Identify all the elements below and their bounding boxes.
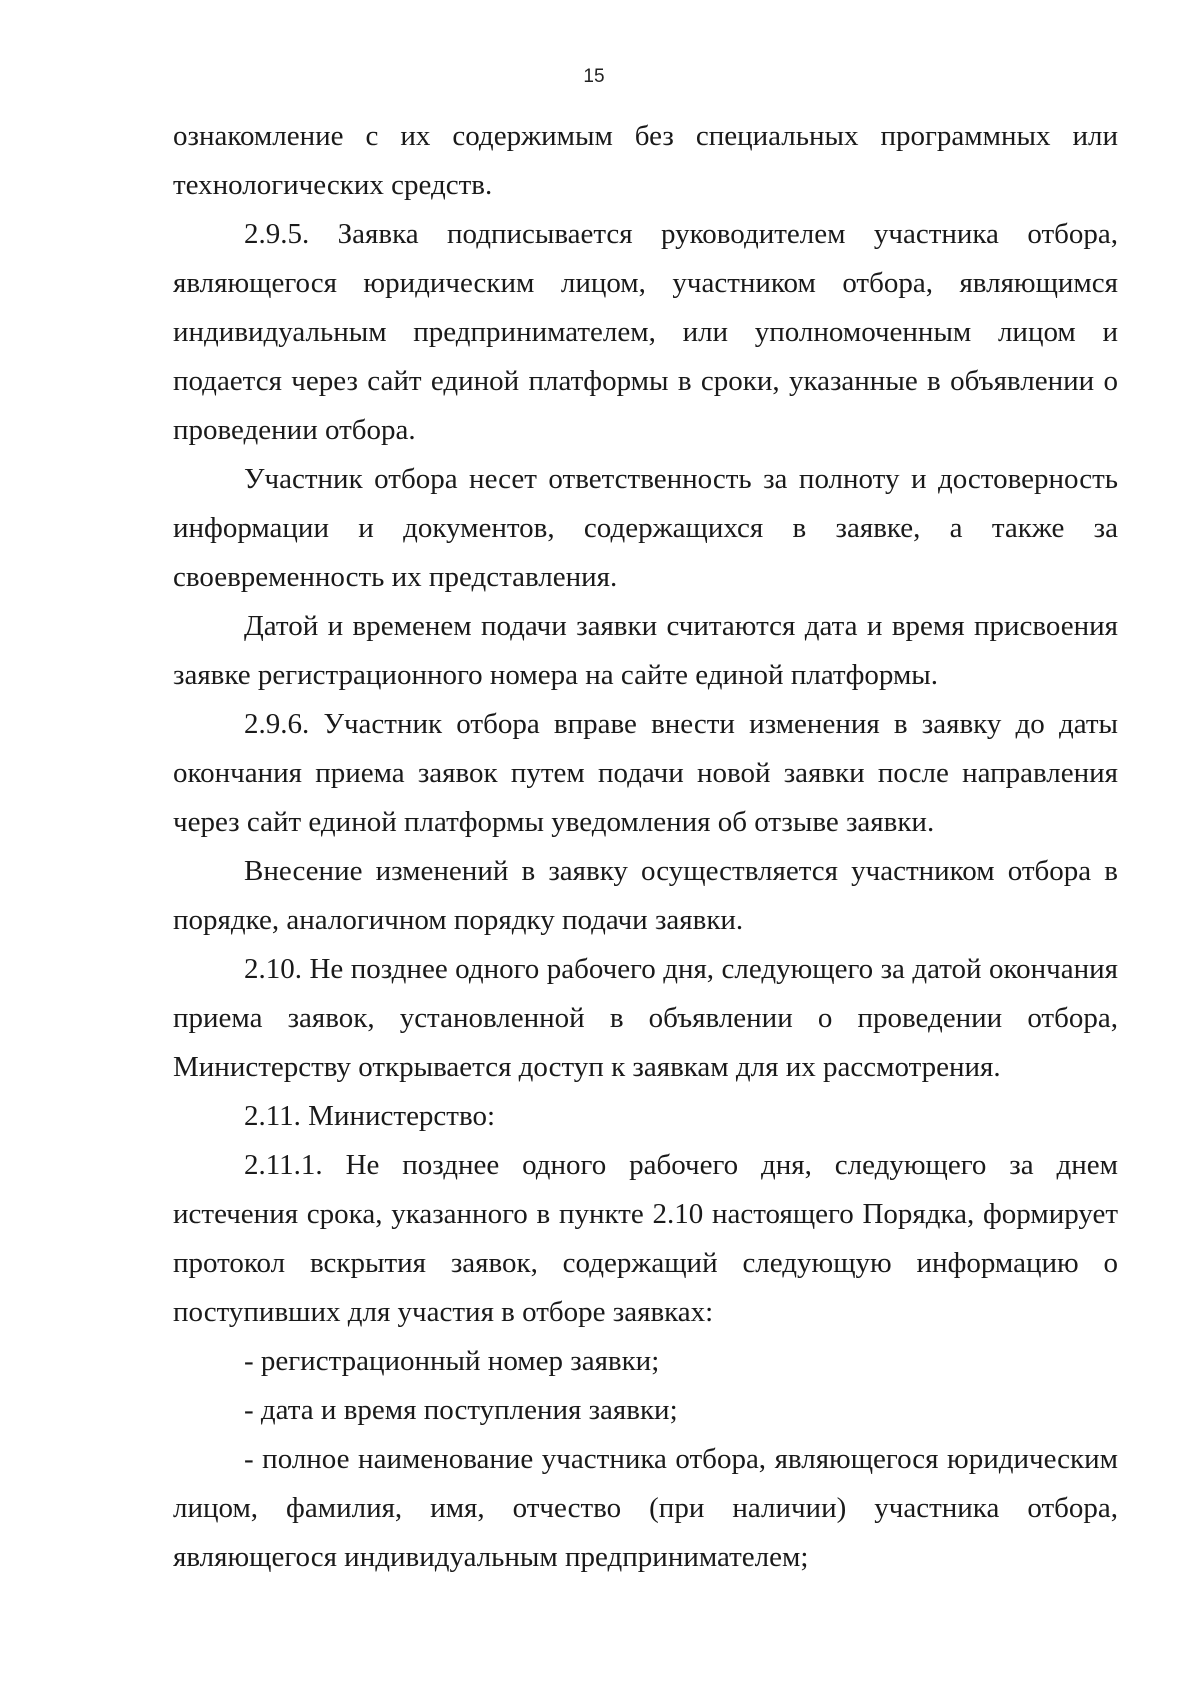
list-item: - дата и время поступления заявки; <box>244 1394 678 1426</box>
paragraph-2: 2.9.5. Заявка подписывается руководителем участника отбора, являющегося юридическим лицом, участником отбора, являющимся индивидуальным предпринимателем, или уполномоченным лицом и подается через сайт единой платформы в сроки, указанные в объявлении о проведении отбора. <box>173 218 1118 446</box>
paragraph-9: 2.11.1. Не позднее одного рабочего дня, следующего за днем истечения срока, указанного в пункте 2.10 настоящего Порядка, формирует протокол вскрытия заявок, содержащий следующую информацию о поступивших для участия в отборе заявках: <box>173 1149 1118 1328</box>
paragraph-7: 2.10. Не позднее одного рабочего дня, следующего за датой окончания приема заявок, установленной в объявлении о проведении отбора, Министерству открывается доступ к заявкам для их рассмотрения. <box>173 953 1118 1083</box>
list-item: - регистрационный номер заявки; <box>244 1345 660 1377</box>
document-body <box>173 112 1118 1582</box>
paragraph-3: Участник отбора несет ответственность за полноту и достоверность информации и документов, содержащихся в заявке, а также за своевременность их представления. <box>173 463 1118 593</box>
page-number: 15 <box>583 66 605 87</box>
paragraph-8: 2.11. Министерство: <box>244 1100 496 1132</box>
paragraph-6: Внесение изменений в заявку осуществляется участником отбора в порядке, аналогичном порядку подачи заявки. <box>173 855 1118 936</box>
paragraph-5: 2.9.6. Участник отбора вправе внести изменения в заявку до даты окончания приема заявок путем подачи новой заявки после направления через сайт единой платформы уведомления об отзыве заявки. <box>173 708 1118 838</box>
paragraph-1: ознакомление с их содержимым без специальных программных или технологических средств. <box>173 120 1118 201</box>
list-item: - полное наименование участника отбора, являющегося юридическим лицом, фамилия, имя, отчество (при наличии) участника отбора, являющегося индивидуальным предпринимателем; <box>173 1443 1118 1573</box>
paragraph-4: Датой и временем подачи заявки считаются дата и время присвоения заявке регистрационного номера на сайте единой платформы. <box>173 610 1118 691</box>
